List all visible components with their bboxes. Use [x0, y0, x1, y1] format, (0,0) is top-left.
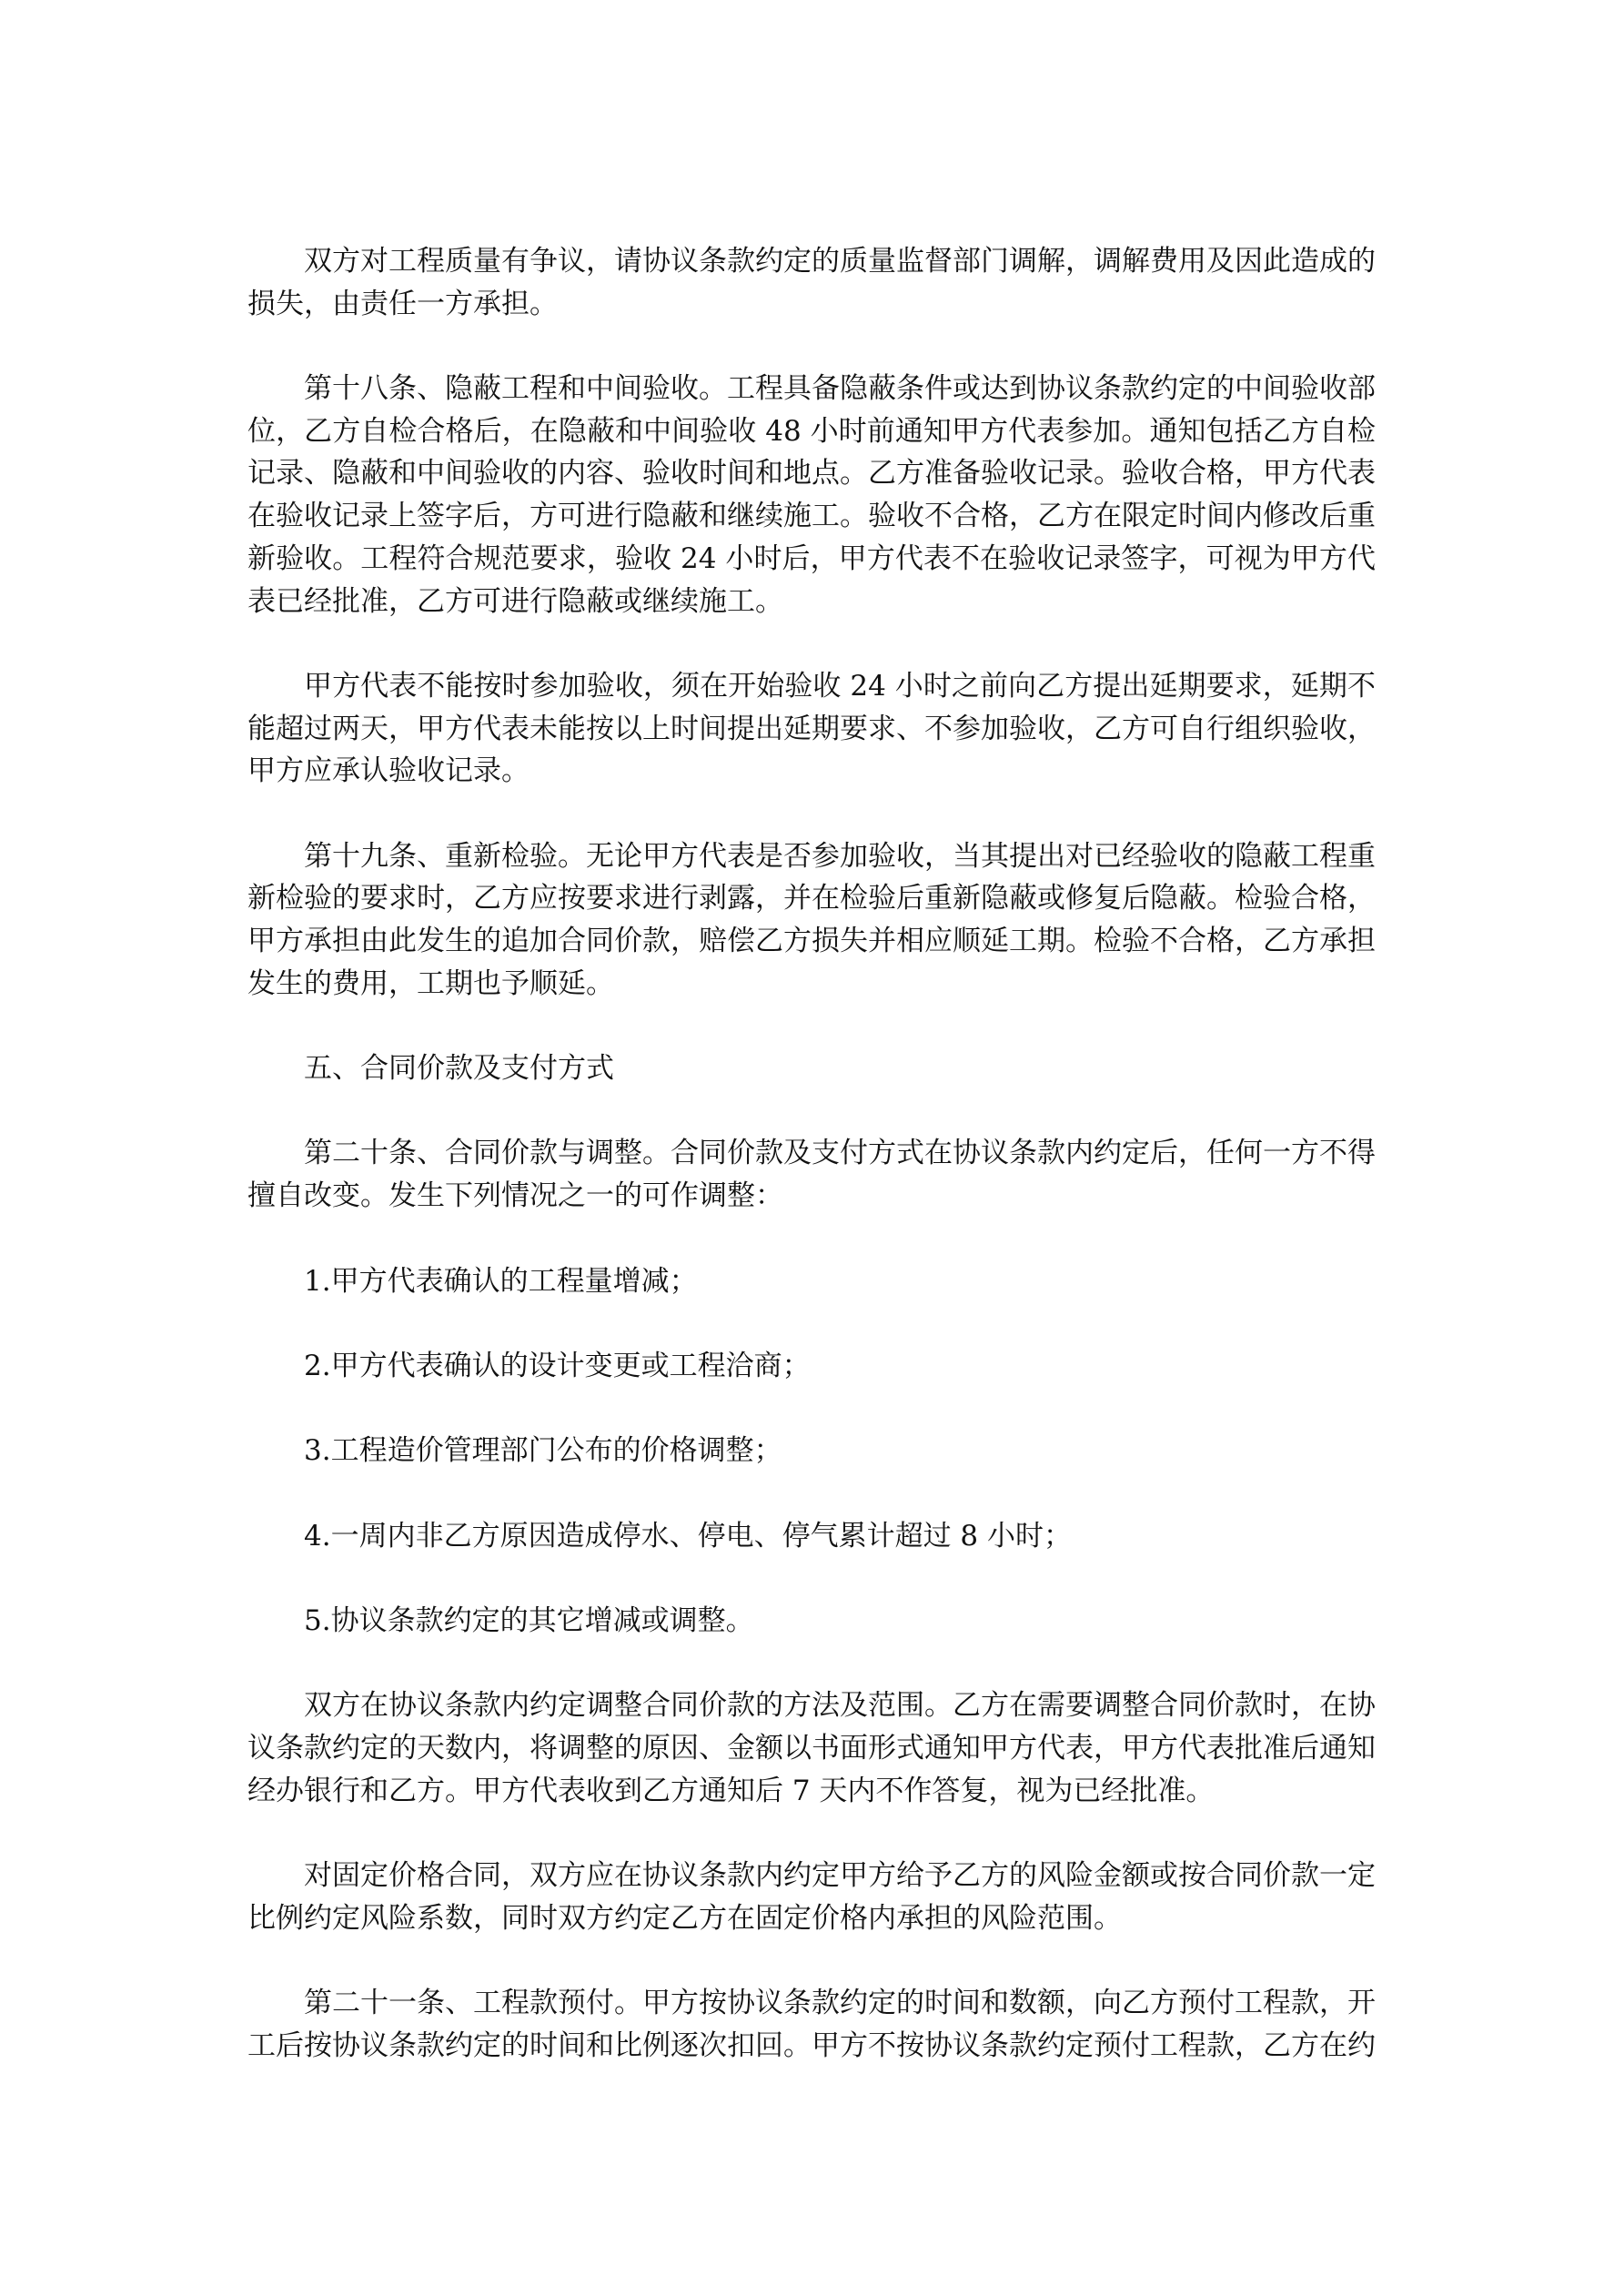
- paragraph: [247, 1855, 1376, 1939]
- paragraph-line: 议条款约定的天数内，将调整的原因、金额以书面形式通知甲方代表，甲方代表批准后通知: [247, 1732, 1376, 1765]
- paragraph: [247, 368, 1376, 622]
- document-page: [247, 240, 1376, 2109]
- paragraph: [247, 1684, 1376, 1812]
- paragraph: [247, 1132, 1376, 1217]
- paragraph-line: 甲方承担由此发生的追加合同价款，赔偿乙方损失并相应顺延工期。检验不合格，乙方承担: [247, 925, 1376, 957]
- paragraph-line: 对固定价格合同，双方应在协议条款内约定甲方给予乙方的风险金额或按合同价款一定: [304, 1859, 1376, 1893]
- paragraph-line: 4.一周内非乙方原因造成停水、停电、停气累计超过 8 小时；: [304, 1519, 1073, 1553]
- paragraph-line: 五、合同价款及支付方式: [304, 1052, 614, 1086]
- paragraph-line: 能超过两天，甲方代表未能按以上时间提出延期要求、不参加验收，乙方可自行组织验收，: [247, 712, 1376, 745]
- paragraph-line: 第二十条、合同价款与调整。合同价款及支付方式在协议条款内约定后，任何一方不得: [304, 1137, 1376, 1170]
- paragraph-line: 损失，由责任一方承担。: [247, 287, 558, 320]
- paragraph: [247, 835, 1376, 1006]
- paragraph: [247, 1260, 1376, 1303]
- paragraph: [247, 665, 1376, 793]
- paragraph-line: 新检验的要求时，乙方应按要求进行剥露，并在检验后重新隐蔽或修复后隐蔽。检验合格，: [247, 882, 1376, 915]
- paragraph: [247, 1345, 1376, 1388]
- paragraph-line: 擅自改变。发生下列情况之一的可作调整：: [247, 1179, 783, 1213]
- paragraph-line: 表已经批准，乙方可进行隐蔽或继续施工。: [247, 584, 783, 618]
- paragraph: [247, 1047, 1376, 1090]
- paragraph: [247, 1982, 1376, 2067]
- paragraph-line: 第十九条、重新检验。无论甲方代表是否参加验收，当其提出对已经验收的隐蔽工程重: [304, 839, 1376, 873]
- paragraph-line: 位，乙方自检合格后，在隐蔽和中间验收 48 小时前通知甲方代表参加。通知包括乙方自检: [247, 414, 1376, 448]
- paragraph-line: 1.甲方代表确认的工程量增减；: [304, 1264, 698, 1298]
- paragraph-line: 经办银行和乙方。甲方代表收到乙方通知后 7 天内不作答复，视为已经批准。: [247, 1774, 1215, 1807]
- paragraph-line: 双方对工程质量有争议，请协议条款约定的质量监督部门调解，调解费用及因此造成的: [304, 245, 1376, 278]
- paragraph: [247, 1430, 1376, 1472]
- paragraph-line: 在验收记录上签字后，方可进行隐蔽和继续施工。验收不合格，乙方在限定时间内修改后重: [247, 500, 1376, 533]
- paragraph-line: 比例约定风险系数，同时双方约定乙方在固定价格内承担的风险范围。: [247, 1901, 1122, 1935]
- paragraph: [247, 1600, 1376, 1643]
- paragraph-line: 2.甲方代表确认的设计变更或工程洽商；: [304, 1349, 811, 1382]
- paragraph: [247, 1515, 1376, 1558]
- paragraph-line: 第十八条、隐蔽工程和中间验收。工程具备隐蔽条件或达到协议条款约定的中间验收部: [304, 372, 1376, 406]
- paragraph-line: 甲方应承认验收记录。: [247, 754, 530, 788]
- paragraph: [247, 240, 1376, 325]
- paragraph-line: 第二十一条、工程款预付。甲方按协议条款约定的时间和数额，向乙方预付工程款，开: [304, 1987, 1376, 2020]
- paragraph-line: 工后按协议条款约定的时间和比例逐次扣回。甲方不按协议条款约定预付工程款，乙方在约: [247, 2028, 1376, 2062]
- paragraph-line: 记录、隐蔽和中间验收的内容、验收时间和地点。乙方准备验收记录。验收合格，甲方代表: [247, 457, 1376, 491]
- paragraph-line: 5.协议条款约定的其它增减或调整。: [304, 1604, 754, 1637]
- paragraph-line: 新验收。工程符合规范要求，验收 24 小时后，甲方代表不在验收记录签字，可视为甲方代: [247, 541, 1376, 575]
- paragraph-line: 甲方代表不能按时参加验收，须在开始验收 24 小时之前向乙方提出延期要求，延期不: [304, 669, 1376, 703]
- paragraph-line: 3.工程造价管理部门公布的价格调整；: [304, 1434, 782, 1468]
- paragraph-line: 双方在协议条款内约定调整合同价款的方法及范围。乙方在需要调整合同价款时，在协: [304, 1689, 1376, 1723]
- paragraph-line: 发生的费用，工期也予顺延。: [247, 966, 614, 1000]
